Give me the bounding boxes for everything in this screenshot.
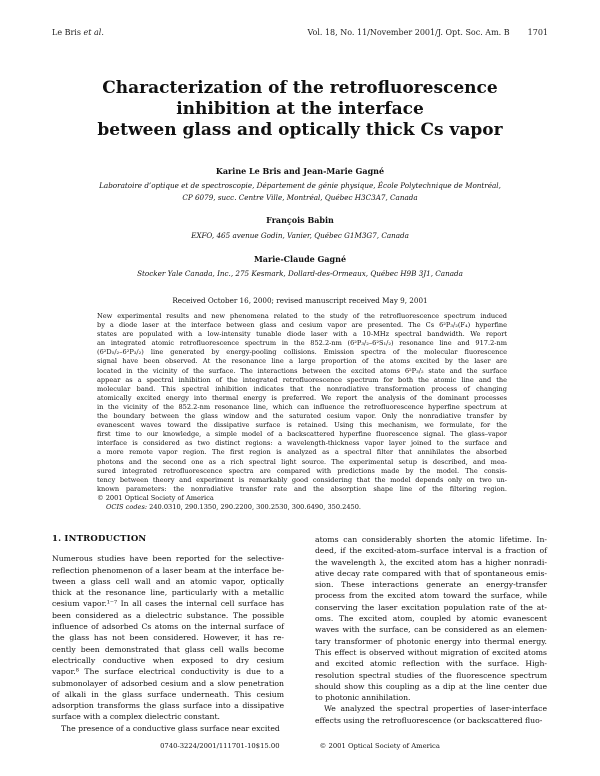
paragraph-line: of alkali in the glass surface underneath. This cesium (52, 689, 284, 699)
abstract-line: located in the vicinity of the surface. The interactions between the excited atoms 6²P₃/₂ state and the surface (97, 366, 507, 375)
paragraph-line: influence of adsorbed Cs atoms on the internal surface of (52, 622, 284, 632)
paragraph-line: thick at the resonance line, particularly with a metallic (52, 588, 284, 598)
paragraph-line: been considered as a dielectric substance. The possible (52, 610, 284, 620)
abstract-line: by a diode laser at the interface between glass and cesium vapor are presented. The Cs 6²P₃/₂(F₄) hyperfine (97, 321, 507, 330)
copyright: © 2001 Optical Society of America (319, 742, 440, 750)
author-names: Marie-Claude Gagné (253, 254, 347, 264)
abstract-line: New experimental results and new phenomena related to the study of the retrofluorescence spectrum induced (97, 312, 507, 320)
title-line: between glass and optically thick Cs vapor (97, 120, 503, 140)
paragraph-line: sion. These interactions generate an energy-transfer (315, 580, 547, 590)
abstract-line: photons and the second one as a rich spectral light source. The experimental setup is described, and mea- (97, 457, 507, 466)
paragraph-line: Numerous studies have been reported for the selective- (52, 554, 284, 564)
left-column (52, 534, 284, 734)
author-names: François Babin (266, 215, 334, 225)
header-journal: Vol. 18, No. 11/November 2001/J. Opt. Soc. Am. B 1701 (307, 28, 548, 37)
paragraph-line: oms. The excited atom, coupled by atomic evanescent (315, 614, 547, 624)
paragraph-line: to photonic annihilation. (315, 693, 411, 703)
paragraph-line: submonolayer of adsorbed cesium and a slow penetration (52, 678, 284, 688)
paragraph-line: process from the excited atom toward the surface, while (315, 591, 547, 601)
paragraph-line: tween a glass cell wall and an atomic vapor, optically (52, 576, 284, 586)
paragraph-line: and excited atomic reflection with the surface. High- (315, 659, 547, 669)
abstract-line: states are populated with a low-intensity tunable diode laser with a 10-MHz spectral bandwidth. We report (97, 330, 507, 339)
paragraph-line: surface with a complex dielectric constant. (52, 712, 220, 722)
abstract-line: known parameters: the nonradiative transfer rate and the absorption shape line of the filtering region. (97, 484, 507, 493)
paragraph-line: ative decay rate compared with that of spontaneous emis- (315, 568, 547, 578)
abstract-line: atomically excited energy into thermal energy is preferred. We report the analysis of the dominant processes (97, 393, 507, 402)
footer (0, 742, 600, 750)
paragraph-line: electrically conductive when exposed to dry cesium (52, 655, 284, 665)
paragraph-line: vapor.⁸ The surface electrical conductivity is due to a (52, 667, 284, 677)
paragraph-line: the wavelength λ, the excited atom has a higher nonradi- (315, 557, 547, 567)
abstract-line: the boundary between the glass window and the saturated cesium vapor. Only the nonradiative transfer by (97, 412, 507, 421)
abstract-line: a more remote vapor region. The first region is analyzed as a spectral filter that annihilates the absorbed (97, 448, 507, 457)
ocis-codes: OCIS codes: 240.0310, 290.1350, 290.2200, 300.2530, 300.6490, 350.2450. (106, 502, 361, 511)
abstract (97, 312, 507, 512)
abstract-line: in the vicinity of the 852.2-nm resonance line, which can influence the retrofluorescence hyperfine spectrum at (97, 402, 507, 411)
abstract-line: evanescent waves toward the dissipative surface is retained. Using this mechanism, we formulate, for the (97, 421, 507, 430)
title-line: Characterization of the retrofluorescence (102, 78, 498, 98)
paragraph-line: cently been demonstrated that glass cell walls become (52, 644, 284, 654)
paragraph-line: effects using the retrofluorescence (or backscattered fluo- (315, 715, 543, 725)
abstract-line: sured integrated retrofluorescence spectra are compared with predictions made by the model. The consis- (97, 466, 507, 475)
paragraph-line: waves with the surface, can be considered as an elemen- (315, 625, 547, 635)
paragraph-line: This effect is observed without migration of excited atoms (315, 647, 547, 657)
abstract-line: appear as a spectral inhibition of the integrated retrofluorescence spectrum for both the atomic line and the (97, 375, 507, 384)
section-heading: 1. INTRODUCTION (52, 534, 147, 544)
paragraph-line: resolution spectral studies of the fluorescence spectrum (315, 670, 547, 680)
abstract-line: interface is considered as two distinct regions: a wavelength-thickness vapor layer joined to the surface and (97, 439, 507, 448)
paragraph-line: should show this coupling as a dip at the line center due (315, 681, 547, 691)
author-affiliation: Stocker Yale Canada, Inc., 275 Kesmark, Dollard-des-Ormeaux, Québec H9B 3J1, Canada (137, 269, 463, 278)
abstract-line: tency between theory and experiment is remarkably good considering that the model depends only on two un- (97, 475, 507, 484)
paragraph-line: We analyzed the spectral properties of laser-interface (324, 704, 547, 714)
author-affiliation: Laboratoire d’optique et de spectroscopie, Département de génie physique, École Polytechnique de Montréal, CP 6079, succ. Centre Ville, Montréal, Québec H3C3A7, Canada (99, 181, 501, 202)
paragraph-line: tary transformer of photonic energy into thermal energy. (315, 636, 547, 646)
page-number: 1701 (527, 28, 548, 37)
paragraph-line: deed, if the excited-atom–surface interval is a fraction of (315, 546, 547, 556)
title-line: inhibition at the interface (176, 99, 424, 119)
abstract-line: first time to our knowledge, a simple model of a backscattered hyperfine fluorescence signal. The glass–vapor (97, 430, 507, 439)
paragraph-line: reflection phenomenon of a laser beam at the interface be- (52, 565, 284, 575)
right-column (315, 534, 547, 726)
abstract-line: © 2001 Optical Society of America (97, 493, 214, 502)
paragraph-line: the glass has not been considered. However, it has re- (52, 633, 284, 643)
header-author: Le Bris et al. (52, 28, 104, 37)
paragraph-line: adsorption transforms the glass surface into a dissipative (52, 701, 284, 711)
author-names: Karine Le Bris and Jean-Marie Gagné (215, 166, 385, 176)
paragraph-line: conserving the laser excitation population rate of the at- (315, 602, 547, 612)
author-affiliation: EXFO, 465 avenue Godin, Vanier, Québec G1M3G7, Canada (191, 231, 409, 240)
abstract-line: (6²D₅/₂–6²P₃/₂) line generated by energy-pooling collisions. Emission spectra of the molecular fluorescence (97, 348, 507, 357)
abstract-line: an integrated atomic retrofluorescence spectrum in the 852.2-nm (6²P₃/₂–6²S₁/₂) resonance line and 917.2-nm (97, 339, 507, 348)
abstract-line: molecular band. This spectral inhibition indicates that the nonradiative transformation process of changing (97, 384, 507, 393)
running-header (52, 28, 548, 40)
article-code: 0740-3224/2001/111701-10$15.00 (160, 742, 280, 750)
paragraph-line: cesium vapor.¹⁻⁷ In all cases the internal cell surface has (52, 599, 284, 609)
article-title (0, 78, 600, 141)
received-dates: Received October 16, 2000; revised manuscript received May 9, 2001 (172, 296, 428, 305)
paragraph-line: atoms can considerably shorten the atomic lifetime. In- (315, 535, 547, 544)
abstract-line: signal have been observed. At the resonance line a large proportion of the atoms excited by the laser are (97, 357, 507, 366)
paragraph-line: The presence of a conductive glass surface near excited (61, 723, 280, 733)
